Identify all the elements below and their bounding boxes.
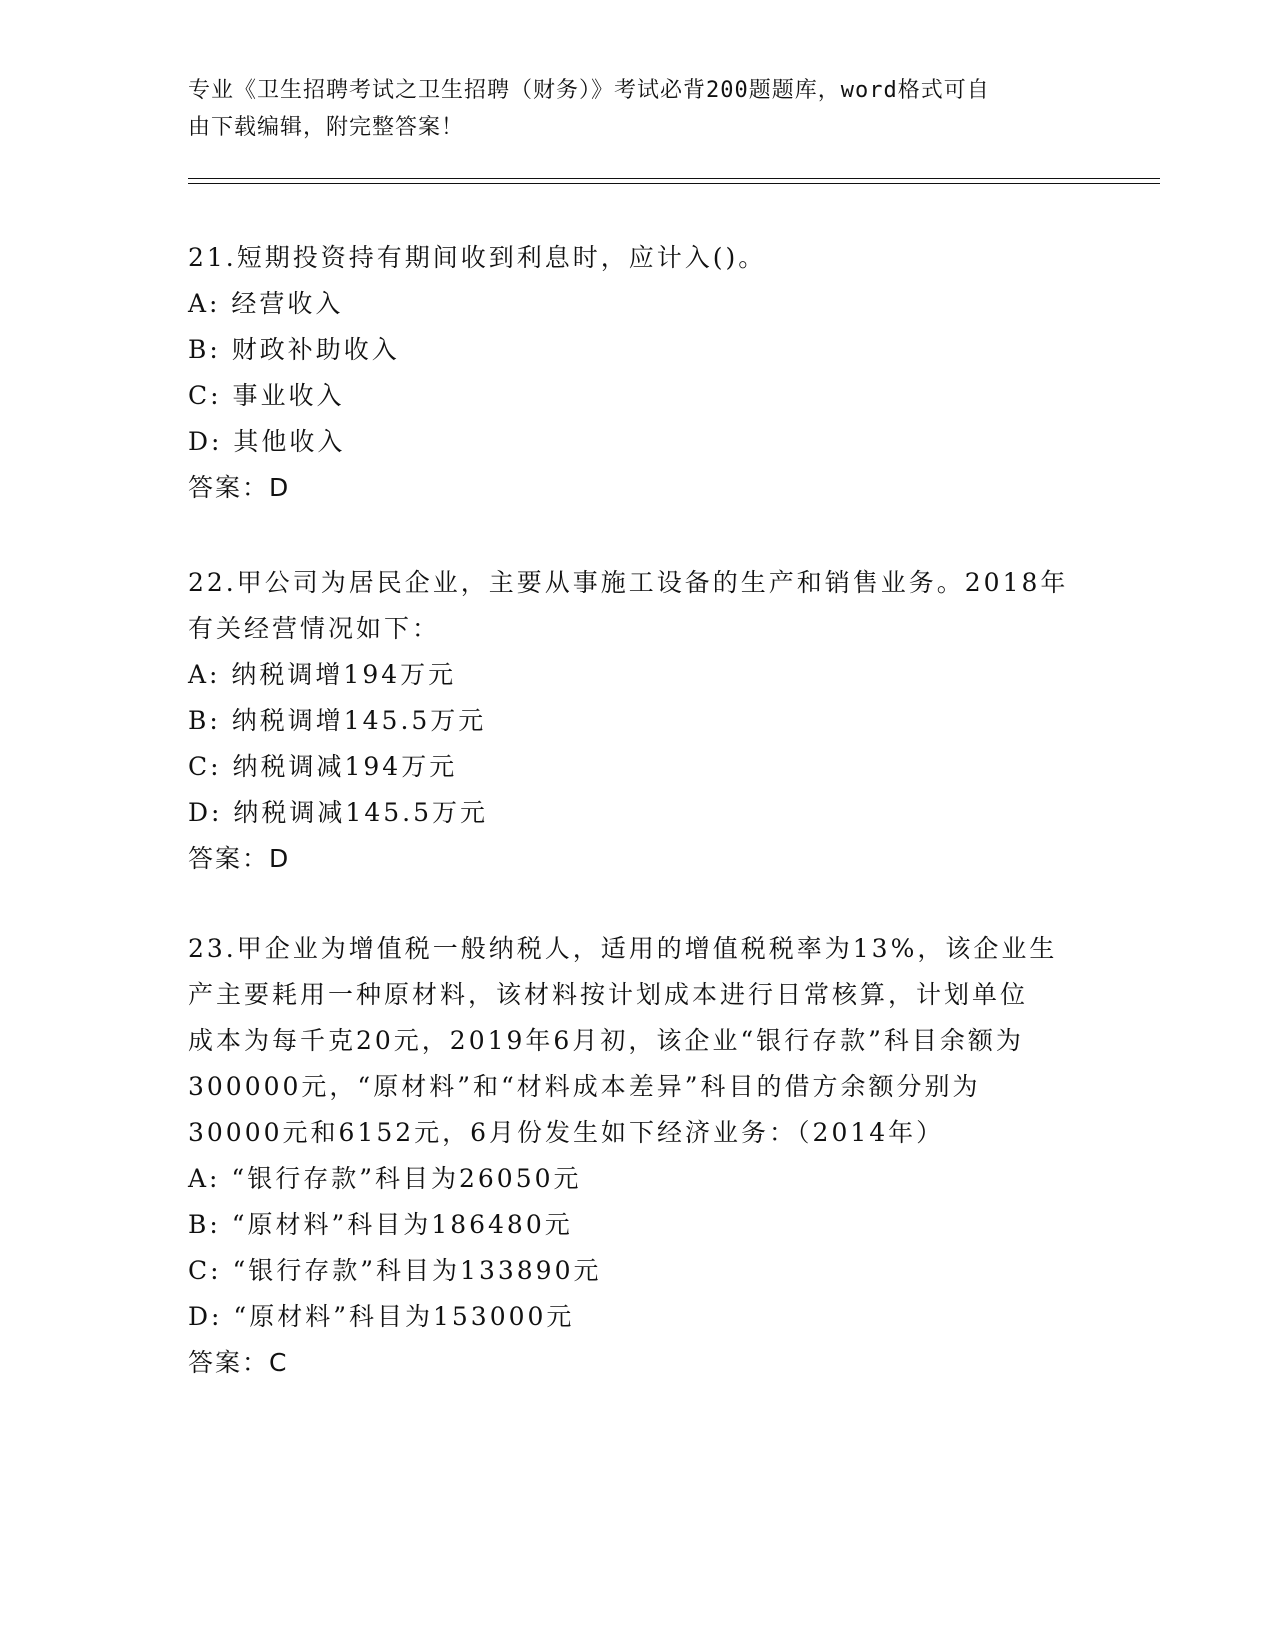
option-d: D: 其他收入 xyxy=(188,427,346,456)
question-23 xyxy=(188,926,1088,1386)
question-stem-line-2: 产主要耗用一种原材料，该材料按计划成本进行日常核算，计划单位 xyxy=(188,980,1029,1009)
question-22 xyxy=(188,560,1088,882)
header-divider-top xyxy=(188,178,1160,179)
question-stem: 21.短期投资持有期间收到利息时，应计入()。 xyxy=(188,243,767,272)
question-21 xyxy=(188,235,1088,511)
document-header xyxy=(188,72,1068,146)
question-stem-line-2: 有关经营情况如下： xyxy=(188,614,441,643)
header-line-1: 专业《卫生招聘考试之卫生招聘（财务）》考试必背200题题库，word格式可自 xyxy=(188,78,990,103)
option-c: C: 事业收入 xyxy=(188,381,345,410)
option-d: D: “原材料”科目为153000元 xyxy=(188,1302,575,1331)
option-a: A: 纳税调增194万元 xyxy=(188,660,457,689)
option-a: A: “银行存款”科目为26050元 xyxy=(188,1164,582,1193)
question-stem-line-1: 22.甲公司为居民企业，主要从事施工设备的生产和销售业务。2018年 xyxy=(188,568,1069,597)
answer: 答案：D xyxy=(188,473,291,502)
option-b: B: “原材料”科目为186480元 xyxy=(188,1210,573,1239)
option-b: B: 财政补助收入 xyxy=(188,335,400,364)
question-stem-line-5: 30000元和6152元，6月份发生如下经济业务：（2014年） xyxy=(188,1118,945,1147)
option-a: A: 经营收入 xyxy=(188,289,344,318)
question-stem-line-1: 23.甲企业为增值税一般纳税人，适用的增值税税率为13%，该企业生 xyxy=(188,934,1058,963)
question-stem-line-4: 300000元，“原材料”和“材料成本差异”科目的借方余额分别为 xyxy=(188,1072,981,1101)
option-c: C: 纳税调减194万元 xyxy=(188,752,458,781)
header-line-2: 由下载编辑，附完整答案！ xyxy=(188,115,465,140)
answer: 答案：C xyxy=(188,1348,289,1377)
question-stem-line-3: 成本为每千克20元，2019年6月初，该企业“银行存款”科目余额为 xyxy=(188,1026,1024,1055)
answer: 答案：D xyxy=(188,844,291,873)
header-divider-bottom xyxy=(188,183,1160,184)
option-b: B: 纳税调增145.5万元 xyxy=(188,706,487,735)
option-c: C: “银行存款”科目为133890元 xyxy=(188,1256,602,1285)
option-d: D: 纳税调减145.5万元 xyxy=(188,798,488,827)
